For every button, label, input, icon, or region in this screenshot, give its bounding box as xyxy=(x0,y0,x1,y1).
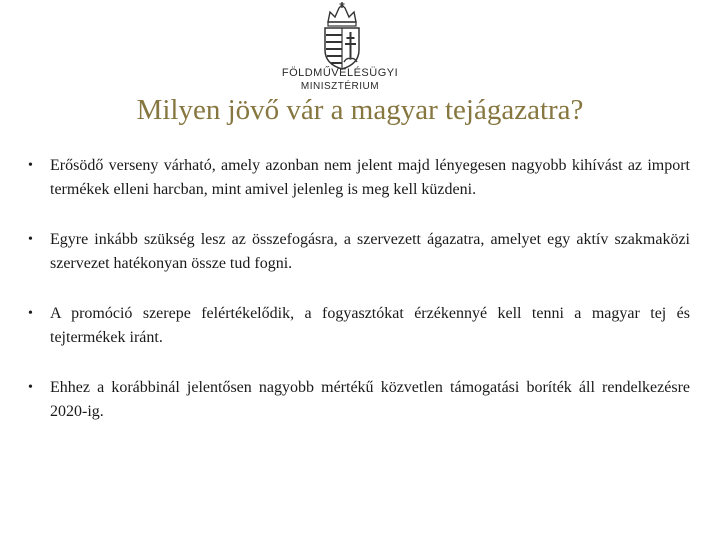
ministry-logo xyxy=(0,0,720,96)
coat-of-arms-icon xyxy=(316,2,368,70)
bullet-dot: • xyxy=(28,232,33,247)
bullet-item xyxy=(28,154,690,202)
bullet-text: Ehhez a korábbinál jelentősen nagyobb mértékű közvetlen támogatási boríték áll rendelkezésre 2020-ig. xyxy=(50,379,690,420)
ministry-name-line2: MINISZTÉRIUM xyxy=(300,81,380,92)
bullet-item xyxy=(28,302,690,350)
bullet-text: Erősödő verseny várható, amely azonban nem jelent majd lényegesen nagyobb kihívást az import termékek elleni harcban, mint amivel jelenleg is meg kell küzdeni. xyxy=(50,157,690,198)
bullet-text: A promóció szerepe felértékelődik, a fogyasztókat érzékennyé kell tenni a magyar tej és tejtermékek iránt. xyxy=(50,305,690,346)
bullet-item xyxy=(28,228,690,276)
ministry-name-line1: FÖLDMŰVELÉSÜGYI xyxy=(281,67,399,79)
bullet-item xyxy=(28,376,690,424)
bullet-dot: • xyxy=(28,158,33,173)
slide-title: Milyen jövő vár a magyar tejágazatra? xyxy=(136,94,584,126)
bullet-list xyxy=(28,154,690,424)
bullet-dot: • xyxy=(28,380,33,395)
bullet-dot: • xyxy=(28,306,33,321)
bullet-text: Egyre inkább szükség lesz az összefogásra, a szervezett ágazatra, amelyet egy aktív szakmaközi szervezet hatékonyan össze tud fogni. xyxy=(50,231,690,272)
